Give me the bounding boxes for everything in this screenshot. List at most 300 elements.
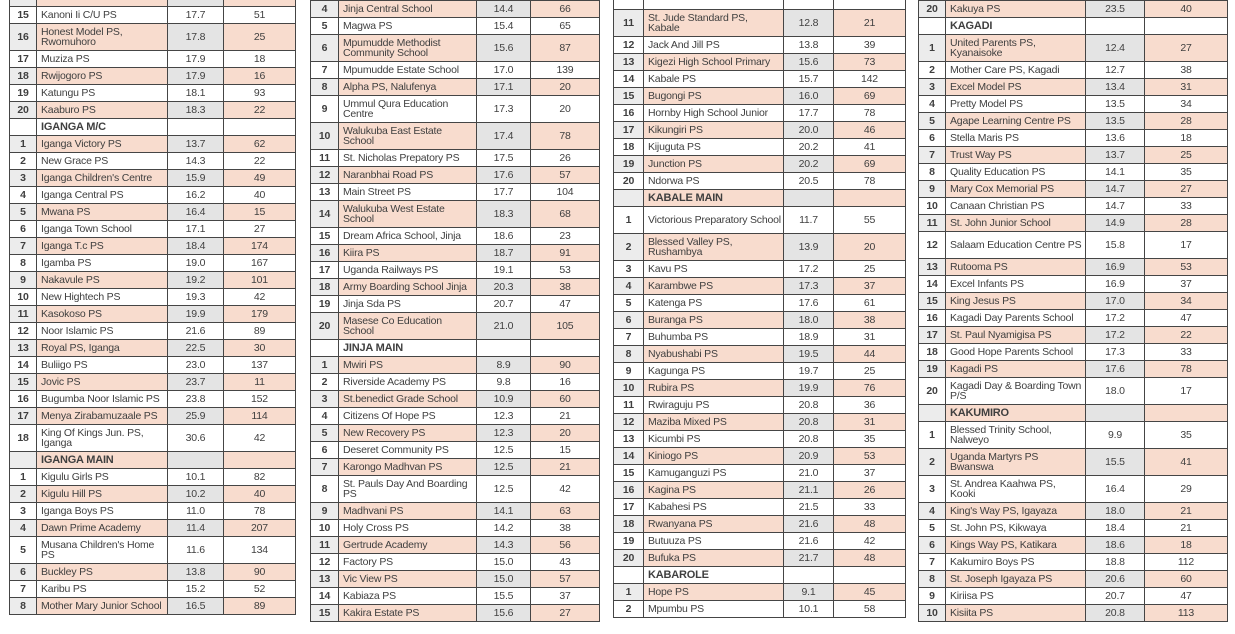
- candidates-cell: [834, 190, 906, 207]
- score-cell: 16.4: [1086, 476, 1145, 503]
- rank-cell: 15: [311, 228, 339, 245]
- score-cell: 23.8: [168, 391, 224, 408]
- rank-cell: 4: [10, 520, 37, 537]
- school-name-cell: Ummul Qura Education Centre: [339, 96, 477, 123]
- score-cell: 12.5: [477, 476, 531, 503]
- table-row: [311, 150, 600, 167]
- school-name-cell: Main Street PS: [339, 184, 477, 201]
- table-row: [919, 62, 1228, 79]
- score-cell: 17.2: [784, 261, 834, 278]
- rank-cell: 18: [919, 344, 946, 361]
- school-name-cell: Kanoni Ii C/U PS: [37, 7, 168, 24]
- table-row: [10, 503, 296, 520]
- school-name-cell: Mary Cox Memorial PS: [946, 181, 1086, 198]
- table-row: [311, 571, 600, 588]
- candidates-cell: 78: [224, 503, 296, 520]
- score-cell: 13.7: [1086, 147, 1145, 164]
- table-row: [614, 533, 906, 550]
- school-name-cell: Kiira PS: [339, 245, 477, 262]
- score-cell: 13.5: [1086, 96, 1145, 113]
- school-name-cell: Naranbhai Road PS: [339, 167, 477, 184]
- rank-cell: 5: [311, 18, 339, 35]
- table-row: [919, 361, 1228, 378]
- school-name-cell: Walukuba East Estate School: [339, 123, 477, 150]
- school-name-cell: Alpha PS, Nalufenya: [339, 79, 477, 96]
- candidates-cell: 62: [224, 136, 296, 153]
- rank-cell: 3: [10, 503, 37, 520]
- score-cell: 14.1: [477, 503, 531, 520]
- candidates-cell: 38: [531, 279, 600, 296]
- score-cell: 12.4: [1086, 35, 1145, 62]
- candidates-cell: 139: [531, 62, 600, 79]
- score-cell: 14.3: [168, 153, 224, 170]
- table-row: [919, 130, 1228, 147]
- table-row: [311, 123, 600, 150]
- score-cell: 17.0: [477, 62, 531, 79]
- candidates-cell: 51: [224, 7, 296, 24]
- table-row: [919, 378, 1228, 405]
- candidates-cell: [224, 0, 296, 7]
- score-cell: 11.0: [168, 503, 224, 520]
- rank-cell: 7: [614, 329, 644, 346]
- rank-cell: 3: [919, 476, 946, 503]
- rank-cell: 18: [10, 68, 37, 85]
- candidates-cell: 17: [1145, 232, 1228, 259]
- rank-cell: [614, 0, 644, 10]
- school-name-cell: St. Paul Nyamigisa PS: [946, 327, 1086, 344]
- school-name-cell: Iganga Victory PS: [37, 136, 168, 153]
- score-cell: 19.9: [168, 306, 224, 323]
- table-row: [10, 221, 296, 238]
- table-row: [614, 448, 906, 465]
- school-name-cell: [644, 0, 784, 10]
- candidates-cell: 26: [834, 482, 906, 499]
- score-cell: [168, 452, 224, 469]
- school-name-cell: St. Pauls Day And Boarding PS: [339, 476, 477, 503]
- table-row: [311, 245, 600, 262]
- score-cell: 19.2: [168, 272, 224, 289]
- candidates-cell: 137: [224, 357, 296, 374]
- candidates-cell: 41: [834, 139, 906, 156]
- school-name-cell: Rwijogoro PS: [37, 68, 168, 85]
- table-row: [311, 1, 600, 18]
- score-cell: 16.4: [168, 204, 224, 221]
- candidates-cell: [224, 119, 296, 136]
- candidates-cell: 89: [224, 598, 296, 615]
- candidates-cell: 17: [1145, 378, 1228, 405]
- table-row: [311, 96, 600, 123]
- candidates-cell: 60: [1145, 571, 1228, 588]
- table-row: [919, 344, 1228, 361]
- score-cell: 15.8: [1086, 232, 1145, 259]
- school-name-cell: Quality Education PS: [946, 164, 1086, 181]
- score-cell: 21.7: [784, 550, 834, 567]
- table-row: [919, 449, 1228, 476]
- rank-cell: 9: [10, 272, 37, 289]
- school-name-cell: Walukuba West Estate School: [339, 201, 477, 228]
- table-row: [919, 476, 1228, 503]
- score-cell: 12.3: [477, 408, 531, 425]
- score-cell: 17.2: [1086, 310, 1145, 327]
- table-row: [10, 289, 296, 306]
- rank-cell: 9: [919, 181, 946, 198]
- rank-cell: 14: [311, 588, 339, 605]
- score-cell: 17.2: [1086, 327, 1145, 344]
- candidates-cell: [1145, 18, 1228, 35]
- school-name-cell: Kagadi PS: [946, 361, 1086, 378]
- score-cell: 17.7: [168, 7, 224, 24]
- table-row: [311, 459, 600, 476]
- score-cell: 19.0: [168, 255, 224, 272]
- table-row: [614, 261, 906, 278]
- rank-cell: 16: [614, 482, 644, 499]
- table-row: [614, 380, 906, 397]
- rank-cell: 6: [614, 312, 644, 329]
- candidates-cell: 60: [531, 391, 600, 408]
- school-name-cell: Kakumiro Boys PS: [946, 554, 1086, 571]
- candidates-cell: 22: [1145, 327, 1228, 344]
- candidates-cell: 113: [1145, 605, 1228, 622]
- score-cell: 20.8: [784, 414, 834, 431]
- school-name-cell: Dawn Prime Academy: [37, 520, 168, 537]
- rank-cell: 11: [614, 397, 644, 414]
- rank-cell: 11: [311, 150, 339, 167]
- school-name-cell: Kicumbi PS: [644, 431, 784, 448]
- score-cell: 18.4: [168, 238, 224, 255]
- rank-cell: 15: [311, 605, 339, 622]
- rank-cell: 16: [10, 24, 37, 51]
- candidates-cell: 40: [224, 187, 296, 204]
- candidates-cell: 73: [834, 54, 906, 71]
- table-row: [311, 408, 600, 425]
- table-row: [10, 272, 296, 289]
- school-name-cell: Iganga T.c PS: [37, 238, 168, 255]
- school-name-cell: Stella Maris PS: [946, 130, 1086, 147]
- score-cell: 15.0: [477, 571, 531, 588]
- district-header-row: [919, 18, 1228, 35]
- candidates-cell: 25: [224, 24, 296, 51]
- candidates-cell: 69: [834, 156, 906, 173]
- candidates-cell: 39: [834, 37, 906, 54]
- score-cell: 19.1: [477, 262, 531, 279]
- school-name-cell: St.benedict Grade School: [339, 391, 477, 408]
- rank-cell: 15: [10, 374, 37, 391]
- rank-cell: 1: [919, 35, 946, 62]
- school-name-cell: Rwiraguju PS: [644, 397, 784, 414]
- district-name: KAGADI: [946, 18, 1086, 35]
- school-name-cell: Noor Islamic PS: [37, 323, 168, 340]
- table-row: [614, 122, 906, 139]
- rank-cell: 14: [10, 357, 37, 374]
- score-cell: 13.4: [1086, 79, 1145, 96]
- score-cell: 17.3: [1086, 344, 1145, 361]
- candidates-cell: 31: [1145, 79, 1228, 96]
- rank-cell: 13: [614, 54, 644, 71]
- school-name-cell: Kabiaza PS: [339, 588, 477, 605]
- rank-cell: [919, 405, 946, 422]
- candidates-cell: 20: [531, 79, 600, 96]
- rank-cell: 17: [614, 499, 644, 516]
- table-row: [311, 476, 600, 503]
- rank-cell: 16: [10, 391, 37, 408]
- candidates-cell: 33: [1145, 198, 1228, 215]
- candidates-cell: 37: [531, 588, 600, 605]
- table-row: [10, 323, 296, 340]
- school-name-cell: Kikungiri PS: [644, 122, 784, 139]
- table-row: [311, 391, 600, 408]
- candidates-cell: 142: [834, 71, 906, 88]
- score-cell: 15.0: [477, 554, 531, 571]
- school-name-cell: Kamuganguzi PS: [644, 465, 784, 482]
- score-cell: 21.5: [784, 499, 834, 516]
- rank-cell: 1: [614, 584, 644, 601]
- school-name-cell: Riverside Academy PS: [339, 374, 477, 391]
- table-row: [311, 79, 600, 96]
- candidates-cell: 26: [531, 150, 600, 167]
- score-cell: 17.6: [477, 167, 531, 184]
- school-name-cell: Mpumbu PS: [644, 601, 784, 618]
- candidates-cell: 63: [531, 503, 600, 520]
- school-name-cell: Canaan Christian PS: [946, 198, 1086, 215]
- candidates-cell: 93: [224, 85, 296, 102]
- table-row: [10, 306, 296, 323]
- candidates-cell: 31: [834, 414, 906, 431]
- candidates-cell: 90: [531, 357, 600, 374]
- score-cell: 11.7: [784, 207, 834, 234]
- candidates-cell: 57: [531, 167, 600, 184]
- district-header-row: [614, 190, 906, 207]
- table-row: [614, 584, 906, 601]
- candidates-cell: 35: [1145, 422, 1228, 449]
- table-row: [614, 105, 906, 122]
- score-cell: 18.7: [477, 245, 531, 262]
- rank-cell: 14: [311, 201, 339, 228]
- rank-cell: 8: [919, 164, 946, 181]
- school-name-cell: Victorious Preparatory School: [644, 207, 784, 234]
- score-cell: 13.8: [784, 37, 834, 54]
- school-name-cell: Buhumba PS: [644, 329, 784, 346]
- school-name-cell: Vic View PS: [339, 571, 477, 588]
- rank-cell: 7: [311, 459, 339, 476]
- school-name-cell: Jovic PS: [37, 374, 168, 391]
- school-name-cell: Maziba Mixed PS: [644, 414, 784, 431]
- table-row: [311, 554, 600, 571]
- candidates-cell: 47: [1145, 310, 1228, 327]
- rank-cell: 7: [919, 554, 946, 571]
- candidates-cell: 21: [531, 459, 600, 476]
- school-name-cell: Butuuza PS: [644, 533, 784, 550]
- candidates-cell: 45: [834, 584, 906, 601]
- table-row: [919, 537, 1228, 554]
- rank-cell: 20: [614, 173, 644, 190]
- table-row: [10, 598, 296, 615]
- candidates-cell: 49: [224, 170, 296, 187]
- candidates-cell: 11: [224, 374, 296, 391]
- rank-cell: 8: [311, 476, 339, 503]
- table-row: [10, 391, 296, 408]
- candidates-cell: 52: [224, 581, 296, 598]
- table-row: [10, 136, 296, 153]
- score-cell: 18.0: [784, 312, 834, 329]
- rank-cell: 8: [10, 598, 37, 615]
- score-cell: 15.5: [1086, 449, 1145, 476]
- candidates-cell: 20: [531, 425, 600, 442]
- table-row: [10, 85, 296, 102]
- rank-cell: 1: [10, 469, 37, 486]
- rank-cell: 11: [311, 537, 339, 554]
- candidates-cell: 65: [531, 18, 600, 35]
- score-cell: [477, 340, 531, 357]
- school-name-cell: Deseret Community PS: [339, 442, 477, 459]
- table-row: [10, 153, 296, 170]
- candidates-cell: 167: [224, 255, 296, 272]
- table-row: [919, 232, 1228, 259]
- candidates-cell: 101: [224, 272, 296, 289]
- school-name-cell: Kiriisa PS: [946, 588, 1086, 605]
- score-cell: 15.9: [168, 170, 224, 187]
- score-cell: [1086, 405, 1145, 422]
- candidates-cell: 42: [531, 476, 600, 503]
- score-cell: 14.3: [477, 537, 531, 554]
- school-name-cell: Mwiri PS: [339, 357, 477, 374]
- school-name-cell: Katenga PS: [644, 295, 784, 312]
- rank-cell: 2: [311, 374, 339, 391]
- score-cell: 25.9: [168, 408, 224, 425]
- rank-cell: 6: [10, 221, 37, 238]
- rank-cell: 12: [614, 414, 644, 431]
- table-row: [919, 35, 1228, 62]
- candidates-cell: 78: [834, 105, 906, 122]
- rank-cell: 4: [311, 1, 339, 18]
- school-name-cell: Gertrude Academy: [339, 537, 477, 554]
- table-row: [919, 276, 1228, 293]
- score-cell: 15.6: [477, 35, 531, 62]
- school-name-cell: Kaaburo PS: [37, 102, 168, 119]
- score-cell: 17.1: [477, 79, 531, 96]
- candidates-cell: 29: [1145, 476, 1228, 503]
- table-row: [919, 96, 1228, 113]
- district-name: IGANGA MAIN: [37, 452, 168, 469]
- rank-cell: 2: [10, 153, 37, 170]
- rank-cell: 1: [919, 422, 946, 449]
- school-name-cell: New Recovery PS: [339, 425, 477, 442]
- table-row: [919, 215, 1228, 232]
- score-cell: 14.7: [1086, 198, 1145, 215]
- district-name: KAKUMIRO: [946, 405, 1086, 422]
- candidates-cell: 15: [531, 442, 600, 459]
- rank-cell: 10: [311, 123, 339, 150]
- results-column-4: [918, 0, 1228, 622]
- rank-cell: 19: [614, 156, 644, 173]
- table-row: [10, 51, 296, 68]
- rank-cell: 20: [311, 313, 339, 340]
- score-cell: 19.5: [784, 346, 834, 363]
- candidates-cell: 66: [531, 1, 600, 18]
- score-cell: 20.6: [1086, 571, 1145, 588]
- school-name-cell: Kakira Estate PS: [339, 605, 477, 622]
- district-header-row: [311, 340, 600, 357]
- table-row: [311, 262, 600, 279]
- score-cell: 8.9: [477, 357, 531, 374]
- table-row: [311, 313, 600, 340]
- rank-cell: 15: [10, 7, 37, 24]
- rank-cell: 13: [10, 340, 37, 357]
- table-row: [311, 18, 600, 35]
- candidates-cell: 78: [1145, 361, 1228, 378]
- school-name-cell: United Parents PS, Kyanaisoke: [946, 35, 1086, 62]
- score-cell: 18.0: [1086, 378, 1145, 405]
- rank-cell: 20: [614, 550, 644, 567]
- school-name-cell: Musana Children's Home PS: [37, 537, 168, 564]
- table-row: [614, 278, 906, 295]
- rank-cell: 7: [919, 147, 946, 164]
- district-name: KABAROLE: [644, 567, 784, 584]
- school-name-cell: Excel Infants PS: [946, 276, 1086, 293]
- school-name-cell: Factory PS: [339, 554, 477, 571]
- school-name-cell: Kigezi High School Primary: [644, 54, 784, 71]
- candidates-cell: 46: [834, 122, 906, 139]
- table-row: [10, 486, 296, 503]
- candidates-cell: 105: [531, 313, 600, 340]
- score-cell: 11.6: [168, 537, 224, 564]
- school-name-cell: Mother Care PS, Kagadi: [946, 62, 1086, 79]
- rank-cell: 12: [10, 323, 37, 340]
- candidates-cell: 53: [834, 448, 906, 465]
- score-cell: [1086, 18, 1145, 35]
- rank-cell: 1: [311, 357, 339, 374]
- table-row: [919, 327, 1228, 344]
- school-name-cell: Jack And Jill PS: [644, 37, 784, 54]
- school-name-cell: Kakuya PS: [946, 1, 1086, 18]
- score-cell: 20.3: [477, 279, 531, 296]
- school-name-cell: Menya Zirabamuzaale PS: [37, 408, 168, 425]
- rank-cell: 19: [10, 85, 37, 102]
- candidates-cell: 25: [834, 363, 906, 380]
- rank-cell: 15: [614, 88, 644, 105]
- score-cell: 20.2: [784, 156, 834, 173]
- score-cell: 12.5: [477, 442, 531, 459]
- rank-cell: 12: [614, 37, 644, 54]
- table-row: [614, 363, 906, 380]
- school-name-cell: Iganga Boys PS: [37, 503, 168, 520]
- table-row: [919, 181, 1228, 198]
- table-row: [10, 564, 296, 581]
- score-cell: 17.5: [477, 150, 531, 167]
- score-cell: 13.6: [1086, 130, 1145, 147]
- table-row: [10, 581, 296, 598]
- table-row: [10, 68, 296, 85]
- rank-cell: 2: [919, 449, 946, 476]
- score-cell: 10.1: [784, 601, 834, 618]
- candidates-cell: [834, 0, 906, 10]
- rank-cell: 2: [10, 486, 37, 503]
- rank-cell: 5: [10, 204, 37, 221]
- school-name-cell: St. Jude Standard PS, Kabale: [644, 10, 784, 37]
- school-name-cell: Katungu PS: [37, 85, 168, 102]
- rank-cell: 16: [614, 105, 644, 122]
- school-name-cell: Muziza PS: [37, 51, 168, 68]
- table-row: [919, 605, 1228, 622]
- rank-cell: 19: [919, 361, 946, 378]
- score-cell: 14.2: [477, 520, 531, 537]
- score-cell: 18.4: [1086, 520, 1145, 537]
- rank-cell: 14: [614, 71, 644, 88]
- table-row: [10, 357, 296, 374]
- score-cell: 9.9: [1086, 422, 1145, 449]
- school-name-cell: Hope PS: [644, 584, 784, 601]
- school-name-cell: Iganga Children's Centre: [37, 170, 168, 187]
- score-cell: [168, 119, 224, 136]
